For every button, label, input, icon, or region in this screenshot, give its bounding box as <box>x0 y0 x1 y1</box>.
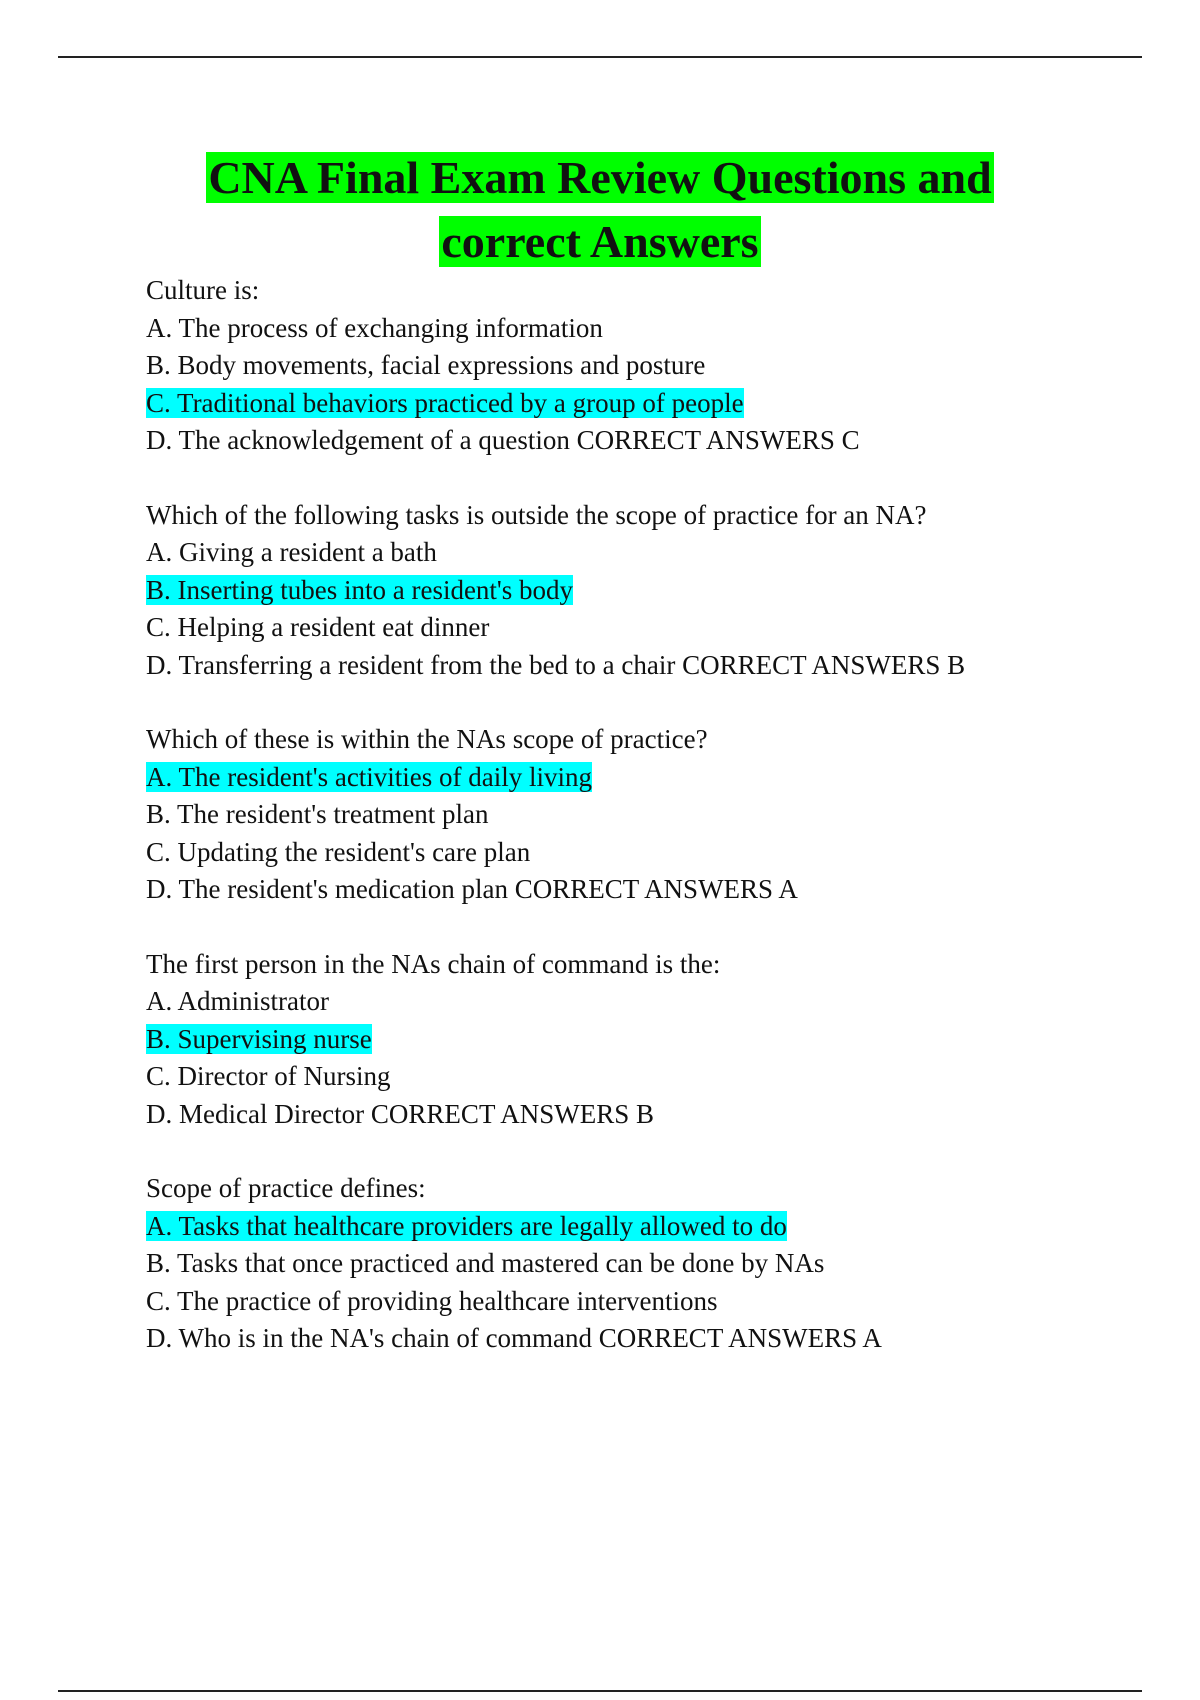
question-block <box>146 272 1126 460</box>
question-list <box>146 272 1126 1395</box>
answer-option-correct <box>146 1021 1126 1059</box>
question-block <box>146 721 1126 909</box>
answer-option <box>146 347 1126 385</box>
answer-option-text: A. The process of exchanging information <box>146 312 603 343</box>
answer-option <box>146 647 1126 685</box>
answer-option-text: B. The resident's treatment plan <box>146 799 489 829</box>
answer-option-correct <box>146 759 1126 797</box>
answer-option <box>146 796 1126 834</box>
answer-option <box>146 310 1126 348</box>
answer-option <box>146 1320 1126 1358</box>
answer-option-text: D. Medical Director CORRECT ANSWERS B <box>146 1098 654 1129</box>
answer-option-correct <box>146 572 1126 610</box>
question-block <box>146 946 1126 1134</box>
answer-option-text: B. Tasks that once practiced and mastered can be done by NAs <box>146 1248 825 1278</box>
question-prompt: The first person in the NAs chain of command is the: <box>146 948 721 979</box>
answer-option <box>146 1283 1126 1321</box>
title-text-2: correct Answers <box>441 216 759 267</box>
question-prompt: Culture is: <box>146 275 260 305</box>
answer-option <box>146 422 1126 460</box>
answer-option <box>146 1058 1126 1096</box>
title-line-2 <box>0 210 1200 274</box>
answer-option-text: D. Transferring a resident from the bed to a chair CORRECT ANSWERS B <box>146 649 966 680</box>
answer-option <box>146 1096 1126 1134</box>
question-block <box>146 1170 1126 1358</box>
highlighted-answer-text: B. Inserting tubes into a resident's body <box>146 574 574 605</box>
answer-option <box>146 534 1126 572</box>
answer-option-text: C. Helping a resident eat dinner <box>146 612 490 642</box>
answer-option <box>146 1245 1126 1283</box>
footer-rule <box>58 1690 1142 1692</box>
answer-option-text: D. Who is in the NA's chain of command CORRECT ANSWERS A <box>146 1323 882 1353</box>
question-prompt: Scope of practice defines: <box>146 1173 426 1203</box>
answer-option-text: C. Director of Nursing <box>146 1061 391 1091</box>
title-line-1 <box>0 146 1200 210</box>
highlighted-answer-text: A. Tasks that healthcare providers are legally allowed to do <box>146 1210 787 1241</box>
question-prompt: Which of the following tasks is outside the scope of practice for an NA? <box>146 499 927 530</box>
answer-option-text: C. Updating the resident's care plan <box>146 836 531 867</box>
answer-option-text: B. Body movements, facial expressions and posture <box>146 350 706 380</box>
answer-option-text: C. The practice of providing healthcare interventions <box>146 1285 718 1316</box>
question-block <box>146 497 1126 685</box>
header-rule <box>58 56 1142 58</box>
answer-option-text: A. Administrator <box>146 986 329 1016</box>
document-title <box>0 146 1200 274</box>
answer-option-text: A. Giving a resident a bath <box>146 537 437 567</box>
highlighted-answer-text: A. The resident's activities of daily living <box>146 761 593 792</box>
answer-option-text: D. The acknowledgement of a question CORRECT ANSWERS C <box>146 425 860 455</box>
answer-option-correct <box>146 385 1126 423</box>
highlighted-answer-text: C. Traditional behaviors practiced by a group of people <box>146 387 744 418</box>
title-text-1: CNA Final Exam Review Questions and <box>208 152 992 203</box>
answer-option-text: D. The resident's medication plan CORRECT ANSWERS A <box>146 874 798 904</box>
answer-option-correct <box>146 1208 1126 1246</box>
highlighted-answer-text: B. Supervising nurse <box>146 1023 372 1054</box>
question-prompt: Which of these is within the NAs scope of practice? <box>146 724 708 754</box>
answer-option <box>146 609 1126 647</box>
answer-option <box>146 834 1126 872</box>
answer-option <box>146 871 1126 909</box>
answer-option <box>146 983 1126 1021</box>
